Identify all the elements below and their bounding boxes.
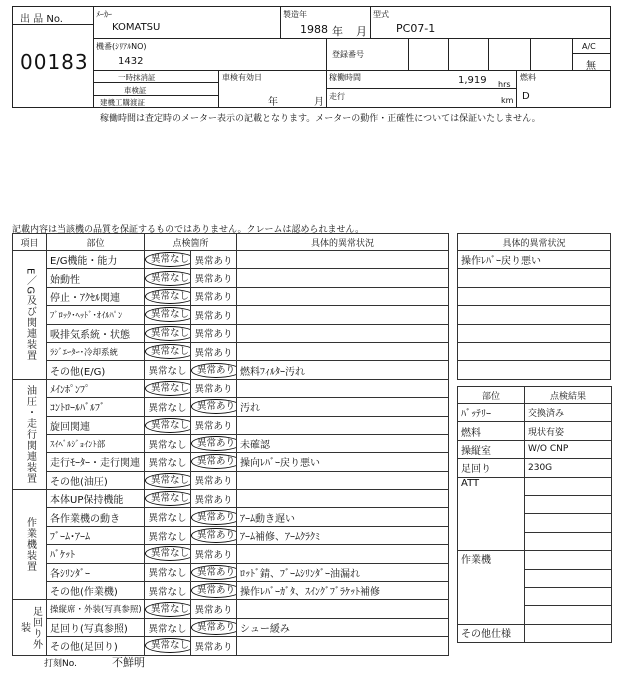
detail-cell: 操向ﾚﾊﾞｰ戻り悪い	[237, 453, 449, 471]
result-value	[525, 477, 612, 495]
distance-label: 走行	[329, 92, 345, 101]
part-cell: ｽｲﾍﾞﾙｼﾞｮｲﾝﾄ部	[47, 434, 145, 452]
ok-label: 異常なし	[148, 513, 187, 525]
detail-cell	[237, 251, 449, 269]
detail-cell	[237, 269, 449, 287]
table-row	[13, 545, 449, 563]
result-value	[525, 514, 612, 532]
other-spec-label: その他仕様	[458, 624, 525, 642]
ng-label: 異常あり	[191, 399, 237, 414]
col-part: 部位	[47, 234, 145, 251]
ok-option	[145, 618, 191, 636]
part-cell: 吸排気系統・状態	[47, 324, 145, 342]
table-row	[13, 287, 449, 305]
ok-label: 異常なし	[148, 457, 187, 469]
part-cell: 各作業機の動き	[47, 508, 145, 526]
result-value	[525, 624, 612, 642]
ng-option	[191, 545, 237, 563]
ok-option	[145, 398, 191, 416]
ok-option	[145, 600, 191, 618]
ok-label: 異常なし	[145, 307, 191, 322]
detail-cell: 燃料ﾌｨﾙﾀｰ汚れ	[237, 361, 449, 379]
part-cell: ﾒｲﾝﾎﾟﾝﾌﾟ	[47, 379, 145, 397]
ok-label: 異常なし	[145, 638, 191, 653]
result-row	[458, 551, 612, 569]
result-part: 操縦室	[458, 440, 525, 458]
stamp-value: 不鮮明	[112, 656, 145, 669]
registration-label: 登録番号	[332, 50, 364, 59]
ac-value: 無	[586, 61, 596, 72]
result-value	[525, 495, 612, 513]
right-detail-header: 具体的異常状況	[458, 234, 611, 251]
detail-line-row	[458, 306, 611, 324]
part-cell: その他(油圧)	[47, 471, 145, 489]
ng-label: 異常あり	[194, 292, 233, 304]
table-row	[13, 306, 449, 324]
ng-option	[191, 251, 237, 269]
result-value	[525, 532, 612, 550]
table-row	[13, 342, 449, 360]
detail-line-row	[458, 324, 611, 342]
detail-line	[458, 324, 611, 342]
results-col-part: 部位	[458, 387, 525, 404]
ok-option	[145, 324, 191, 342]
inspection-cert-label: 車検証	[124, 86, 147, 95]
ok-option	[145, 563, 191, 581]
part-cell: その他(E/G)	[47, 361, 145, 379]
detail-line	[458, 306, 611, 324]
inspection-year-unit: 年	[268, 97, 278, 108]
detail-cell	[237, 490, 449, 508]
inspection-table-header	[13, 234, 449, 251]
part-cell: 本体UP保持機能	[47, 490, 145, 508]
ng-option	[191, 306, 237, 324]
ok-option	[145, 416, 191, 434]
ok-option	[145, 269, 191, 287]
category-cell: 油圧・走行関連装置	[13, 379, 47, 489]
detail-cell: 汚れ	[237, 398, 449, 416]
col-detail: 具体的異常状況	[237, 234, 449, 251]
hours-unit: hrs	[498, 80, 511, 89]
serial-label: 機番(ｼﾘｱﾙNO)	[96, 42, 147, 51]
att-label: ATT	[458, 477, 525, 551]
ac-label: A/C	[582, 42, 596, 51]
category-cell: E／G及び関連装置	[13, 251, 47, 380]
ok-option	[145, 471, 191, 489]
ng-option	[191, 324, 237, 342]
part-cell: 操縦席・外装(写真参照)	[47, 600, 145, 618]
ok-option	[145, 379, 191, 397]
result-row	[458, 404, 612, 422]
part-cell: ﾌﾞｰﾑ･ｱｰﾑ	[47, 526, 145, 544]
ng-label: 異常あり	[194, 329, 233, 341]
result-row	[458, 477, 612, 495]
ok-option	[145, 453, 191, 471]
hours-value: 1,919	[458, 75, 487, 86]
ng-option	[191, 600, 237, 618]
result-row	[458, 440, 612, 458]
ng-label: 異常あり	[191, 454, 237, 469]
result-row	[458, 459, 612, 477]
disclaimer: 記載内容は当該機の品質を保証するものではありません。クレームは認められません。	[12, 225, 365, 235]
table-row	[13, 600, 449, 618]
ok-label: 異常なし	[145, 491, 191, 506]
lot-number: 00183	[20, 50, 89, 74]
col-item: 項目	[13, 234, 47, 251]
ok-label: 異常なし	[148, 366, 187, 378]
ok-label: 異常なし	[148, 623, 187, 635]
inspection-valid-label: 車検有効日	[222, 73, 262, 82]
ng-option	[191, 342, 237, 360]
table-row	[13, 582, 449, 600]
ng-label: 異常あり	[194, 274, 233, 286]
table-row	[13, 526, 449, 544]
distance-unit: km	[501, 96, 514, 105]
ng-label: 異常あり	[194, 641, 233, 653]
detail-line-row	[458, 269, 611, 287]
ng-label: 異常あり	[191, 363, 237, 378]
table-row	[13, 490, 449, 508]
ng-option	[191, 269, 237, 287]
ok-label: 異常なし	[148, 531, 187, 543]
ok-label: 異常なし	[145, 602, 191, 617]
right-results-table	[457, 386, 612, 643]
fuel-value: D	[522, 91, 530, 102]
detail-cell	[237, 306, 449, 324]
ng-label: 異常あり	[194, 605, 233, 617]
ok-option	[145, 287, 191, 305]
detail-cell	[237, 324, 449, 342]
part-cell: E/G機能・能力	[47, 251, 145, 269]
detail-cell	[237, 379, 449, 397]
ok-option	[145, 637, 191, 655]
col-check: 点検箇所	[145, 234, 237, 251]
detail-line	[458, 269, 611, 287]
table-row	[13, 508, 449, 526]
ng-option	[191, 434, 237, 452]
ng-option	[191, 361, 237, 379]
detail-cell	[237, 416, 449, 434]
part-cell: その他(足回り)	[47, 637, 145, 655]
ok-option	[145, 508, 191, 526]
ng-label: 異常あり	[191, 583, 237, 598]
stamp-label: 打刻No.	[44, 659, 77, 669]
ok-label: 異常なし	[145, 289, 191, 304]
ok-option	[145, 306, 191, 324]
ng-label: 異常あり	[194, 549, 233, 561]
ng-option	[191, 563, 237, 581]
result-value: 交換済み	[525, 404, 612, 422]
ng-label: 異常あり	[194, 384, 233, 396]
ok-option	[145, 582, 191, 600]
result-value	[525, 551, 612, 569]
result-row	[458, 422, 612, 440]
table-row	[13, 453, 449, 471]
ok-option	[145, 526, 191, 544]
maker-label: ﾒｰｶｰ	[96, 10, 112, 19]
table-row	[13, 471, 449, 489]
part-cell: 停止・ｱｸｾﾙ関連	[47, 287, 145, 305]
ok-option	[145, 434, 191, 452]
detail-line-row	[458, 342, 611, 360]
ng-option	[191, 618, 237, 636]
table-row	[13, 618, 449, 636]
ng-option	[191, 379, 237, 397]
result-row	[458, 624, 612, 642]
result-value	[525, 569, 612, 587]
ng-label: 異常あり	[194, 347, 233, 359]
ng-label: 異常あり	[194, 255, 233, 267]
result-value: 現状有姿	[525, 422, 612, 440]
ng-option	[191, 398, 237, 416]
category-cell: 作業機装置	[13, 490, 47, 600]
ok-label: 異常なし	[148, 568, 187, 580]
table-row	[13, 398, 449, 416]
ok-label: 異常なし	[145, 418, 191, 433]
ok-label: 異常なし	[145, 326, 191, 341]
lot-label: 出 品 No.	[20, 14, 63, 25]
detail-cell: ｱｰﾑ動き遅い	[237, 508, 449, 526]
temp-plate-label: 一時抹消証	[118, 73, 156, 82]
table-row	[13, 563, 449, 581]
ng-label: 異常あり	[191, 620, 237, 635]
ng-option	[191, 637, 237, 655]
detail-cell: 操作ﾚﾊﾞｰｶﾞﾀ、ｽｲﾝｸﾞﾌﾞﾗｹｯﾄ補修	[237, 582, 449, 600]
ok-label: 異常なし	[145, 271, 191, 286]
table-row	[13, 324, 449, 342]
part-cell: ｺﾝﾄﾛｰﾙﾊﾞﾙﾌﾞ	[47, 398, 145, 416]
ok-option	[145, 251, 191, 269]
part-cell: ﾌﾞﾛｯｸ･ﾍｯﾄﾞ･ｵｲﾙﾊﾟﾝ	[47, 306, 145, 324]
table-row	[13, 251, 449, 269]
detail-cell	[237, 545, 449, 563]
result-part: ﾊﾞｯﾃﾘｰ	[458, 404, 525, 422]
detail-cell	[237, 287, 449, 305]
ok-label: 異常なし	[145, 473, 191, 488]
ok-label: 異常なし	[145, 381, 191, 396]
month-unit: 月	[356, 25, 367, 38]
detail-cell	[237, 342, 449, 360]
ng-option	[191, 471, 237, 489]
ok-label: 異常なし	[145, 252, 191, 267]
detail-cell: ｱｰﾑ補修、ｱｰﾑｸﾗｸﾐ	[237, 526, 449, 544]
year-unit: 年	[332, 25, 343, 38]
detail-line	[458, 361, 611, 379]
table-row	[13, 416, 449, 434]
ng-label: 異常あり	[191, 528, 237, 543]
detail-line-row	[458, 287, 611, 305]
ng-label: 異常あり	[194, 494, 233, 506]
detail-cell	[237, 637, 449, 655]
result-value	[525, 587, 612, 605]
category-cell: 足回り外装	[13, 600, 47, 655]
result-part: 足回り	[458, 459, 525, 477]
ng-label: 異常あり	[194, 310, 233, 322]
results-col-result: 点検結果	[525, 387, 612, 404]
detail-line-row	[458, 251, 611, 269]
table-row	[13, 637, 449, 655]
detail-line-row	[458, 361, 611, 379]
inspection-table	[12, 233, 449, 656]
detail-cell	[237, 600, 449, 618]
result-value: W/O CNP	[525, 440, 612, 458]
table-row	[13, 379, 449, 397]
result-value	[525, 606, 612, 624]
detail-cell: シュー緩み	[237, 618, 449, 636]
part-cell: ﾊﾞｹｯﾄ	[47, 545, 145, 563]
part-cell: ﾗｼﾞｴｰﾀｰ･冷却系統	[47, 342, 145, 360]
result-value: 230G	[525, 459, 612, 477]
ng-label: 異常あり	[191, 436, 237, 451]
ng-option	[191, 526, 237, 544]
construction-cert-label: 建機工購渡証	[100, 98, 145, 107]
ng-label: 異常あり	[191, 565, 237, 580]
model-label: 型式	[373, 10, 389, 19]
table-row	[13, 269, 449, 287]
year-value: 1988	[300, 23, 328, 36]
part-cell: 走行ﾓｰﾀｰ・走行関連	[47, 453, 145, 471]
ok-option	[145, 490, 191, 508]
part-cell: 旋回関連	[47, 416, 145, 434]
ok-option	[145, 361, 191, 379]
part-cell: 各ｼﾘﾝﾀﾞｰ	[47, 563, 145, 581]
work-label: 作業機	[458, 551, 525, 625]
detail-line: 操作ﾚﾊﾞｰ戻り悪い	[458, 251, 611, 269]
ng-option	[191, 582, 237, 600]
ok-label: 異常なし	[145, 546, 191, 561]
ok-label: 異常なし	[148, 402, 187, 414]
ng-option	[191, 416, 237, 434]
fuel-label: 燃料	[520, 73, 536, 82]
ok-label: 異常なし	[145, 344, 191, 359]
ng-option	[191, 287, 237, 305]
table-row	[13, 361, 449, 379]
inspection-month-unit: 月	[314, 97, 324, 108]
right-detail-table	[457, 233, 611, 380]
ng-label: 異常あり	[194, 476, 233, 488]
ok-option	[145, 342, 191, 360]
detail-line	[458, 342, 611, 360]
ng-option	[191, 490, 237, 508]
hours-label: 稼働時間	[329, 73, 361, 82]
result-part: 燃料	[458, 422, 525, 440]
detail-cell	[237, 471, 449, 489]
ng-option	[191, 508, 237, 526]
detail-cell: 未確認	[237, 434, 449, 452]
ng-label: 異常あり	[191, 510, 237, 525]
ng-label: 異常あり	[194, 421, 233, 433]
detail-line	[458, 287, 611, 305]
model-value: PC07-1	[396, 22, 436, 35]
part-cell: その他(作業機)	[47, 582, 145, 600]
maker-value: KOMATSU	[112, 22, 161, 33]
part-cell: 足回り(写真参照)	[47, 618, 145, 636]
ng-option	[191, 453, 237, 471]
hours-note: 稼働時間は査定時のメーター表示の記載となります。メーターの動作・正確性については保証いたしません。	[100, 114, 541, 124]
ok-label: 異常なし	[148, 439, 187, 451]
year-label: 製造年	[283, 10, 307, 19]
ok-label: 異常なし	[148, 586, 187, 598]
table-row	[13, 434, 449, 452]
serial-value: 1432	[118, 56, 144, 67]
ok-option	[145, 545, 191, 563]
part-cell: 始動性	[47, 269, 145, 287]
detail-cell: ﾛｯﾄﾞ錆、ﾌﾞｰﾑｼﾘﾝﾀﾞｰ油漏れ	[237, 563, 449, 581]
